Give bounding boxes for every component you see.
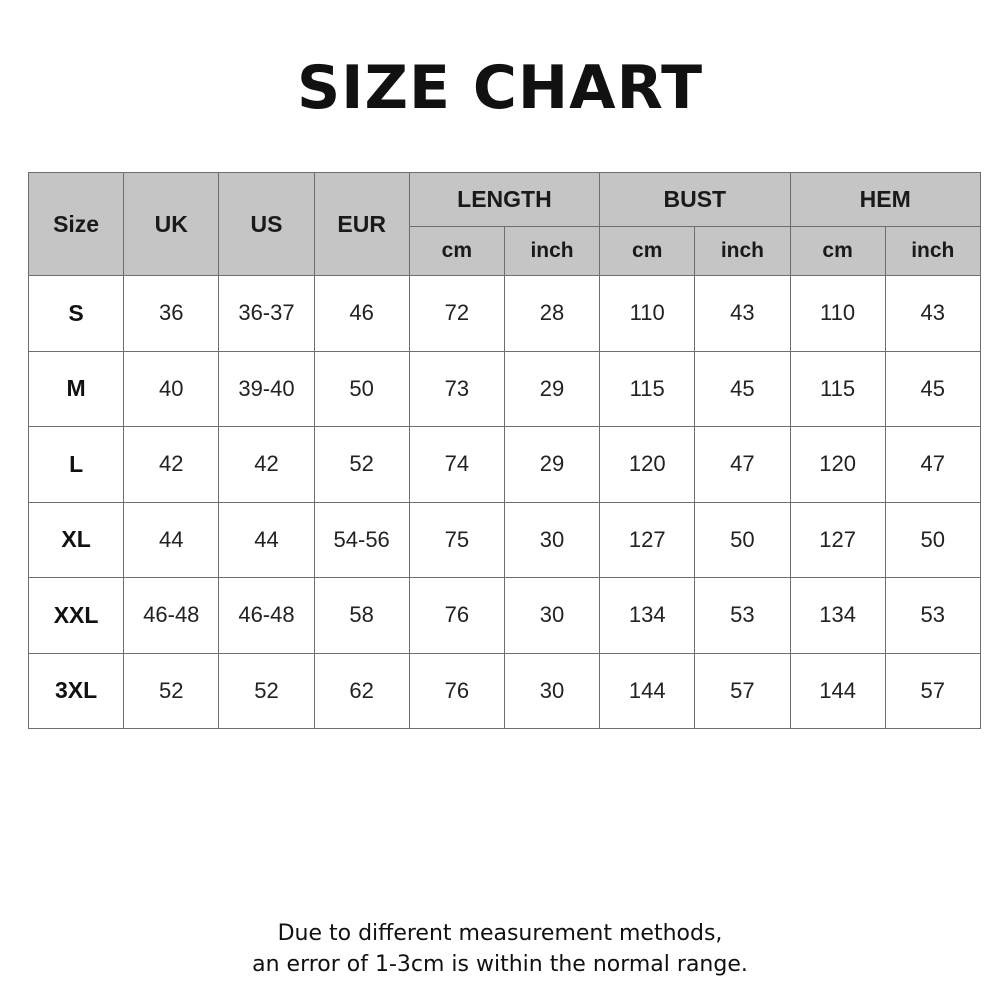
hem-inch-cell: 43 — [885, 276, 980, 352]
bust-cm-cell: 120 — [600, 427, 695, 503]
hem-inch-cell: 57 — [885, 653, 980, 729]
length-cm-cell: 76 — [409, 578, 504, 654]
size-cell: XL — [29, 502, 124, 578]
hem-cm-cell: 120 — [790, 427, 885, 503]
hem-cm-header: cm — [790, 227, 885, 276]
column-header-eur: EUR — [314, 173, 409, 276]
hem-inch-cell: 45 — [885, 351, 980, 427]
bust-cm-cell: 110 — [600, 276, 695, 352]
length-cm-cell: 72 — [409, 276, 504, 352]
bust-inch-cell: 45 — [695, 351, 790, 427]
table-header-row — [29, 173, 981, 227]
bust-inch-cell: 47 — [695, 427, 790, 503]
eur-cell: 52 — [314, 427, 409, 503]
eur-cell: 54-56 — [314, 502, 409, 578]
bust-cm-cell: 144 — [600, 653, 695, 729]
table-row — [29, 578, 981, 654]
size-cell: XXL — [29, 578, 124, 654]
bust-inch-cell: 57 — [695, 653, 790, 729]
table-row — [29, 502, 981, 578]
bust-inch-cell: 53 — [695, 578, 790, 654]
hem-cm-cell: 115 — [790, 351, 885, 427]
bust-cm-header: cm — [600, 227, 695, 276]
us-cell: 36-37 — [219, 276, 314, 352]
hem-cm-cell: 127 — [790, 502, 885, 578]
uk-cell: 52 — [124, 653, 219, 729]
size-cell: L — [29, 427, 124, 503]
bust-inch-cell: 50 — [695, 502, 790, 578]
column-header-us: US — [219, 173, 314, 276]
length-inch-cell: 29 — [504, 427, 599, 503]
size-chart-table — [28, 172, 981, 729]
table-row — [29, 653, 981, 729]
disclaimer-line-2: an error of 1-3cm is within the normal range. — [252, 952, 748, 977]
length-cm-cell: 73 — [409, 351, 504, 427]
hem-inch-cell: 50 — [885, 502, 980, 578]
length-inch-header: inch — [504, 227, 599, 276]
eur-cell: 50 — [314, 351, 409, 427]
eur-cell: 58 — [314, 578, 409, 654]
table-row — [29, 427, 981, 503]
disclaimer-line-1: Due to different measurement methods, — [277, 921, 723, 946]
bust-cm-cell: 115 — [600, 351, 695, 427]
bust-cm-cell: 127 — [600, 502, 695, 578]
bust-cm-cell: 134 — [600, 578, 695, 654]
hem-inch-header: inch — [885, 227, 980, 276]
length-inch-cell: 30 — [504, 653, 599, 729]
length-cm-cell: 76 — [409, 653, 504, 729]
hem-inch-cell: 53 — [885, 578, 980, 654]
bust-inch-cell: 43 — [695, 276, 790, 352]
length-inch-cell: 30 — [504, 502, 599, 578]
hem-cm-cell: 134 — [790, 578, 885, 654]
us-cell: 42 — [219, 427, 314, 503]
us-cell: 46-48 — [219, 578, 314, 654]
page-title: SIZE CHART — [296, 53, 704, 123]
column-group-bust: BUST — [600, 173, 790, 227]
eur-cell: 46 — [314, 276, 409, 352]
table-row — [29, 351, 981, 427]
eur-cell: 62 — [314, 653, 409, 729]
length-cm-header: cm — [409, 227, 504, 276]
column-header-uk: UK — [124, 173, 219, 276]
length-inch-cell: 30 — [504, 578, 599, 654]
measurement-disclaimer — [0, 918, 1000, 980]
size-cell: 3XL — [29, 653, 124, 729]
column-group-hem: HEM — [790, 173, 980, 227]
size-cell: S — [29, 276, 124, 352]
uk-cell: 42 — [124, 427, 219, 503]
hem-cm-cell: 110 — [790, 276, 885, 352]
bust-inch-header: inch — [695, 227, 790, 276]
uk-cell: 46-48 — [124, 578, 219, 654]
uk-cell: 44 — [124, 502, 219, 578]
length-cm-cell: 74 — [409, 427, 504, 503]
us-cell: 39-40 — [219, 351, 314, 427]
table-row — [29, 276, 981, 352]
column-group-length: LENGTH — [409, 173, 599, 227]
uk-cell: 40 — [124, 351, 219, 427]
size-cell: M — [29, 351, 124, 427]
length-inch-cell: 29 — [504, 351, 599, 427]
length-cm-cell: 75 — [409, 502, 504, 578]
length-inch-cell: 28 — [504, 276, 599, 352]
uk-cell: 36 — [124, 276, 219, 352]
us-cell: 52 — [219, 653, 314, 729]
hem-inch-cell: 47 — [885, 427, 980, 503]
column-header-size: Size — [29, 173, 124, 276]
hem-cm-cell: 144 — [790, 653, 885, 729]
us-cell: 44 — [219, 502, 314, 578]
